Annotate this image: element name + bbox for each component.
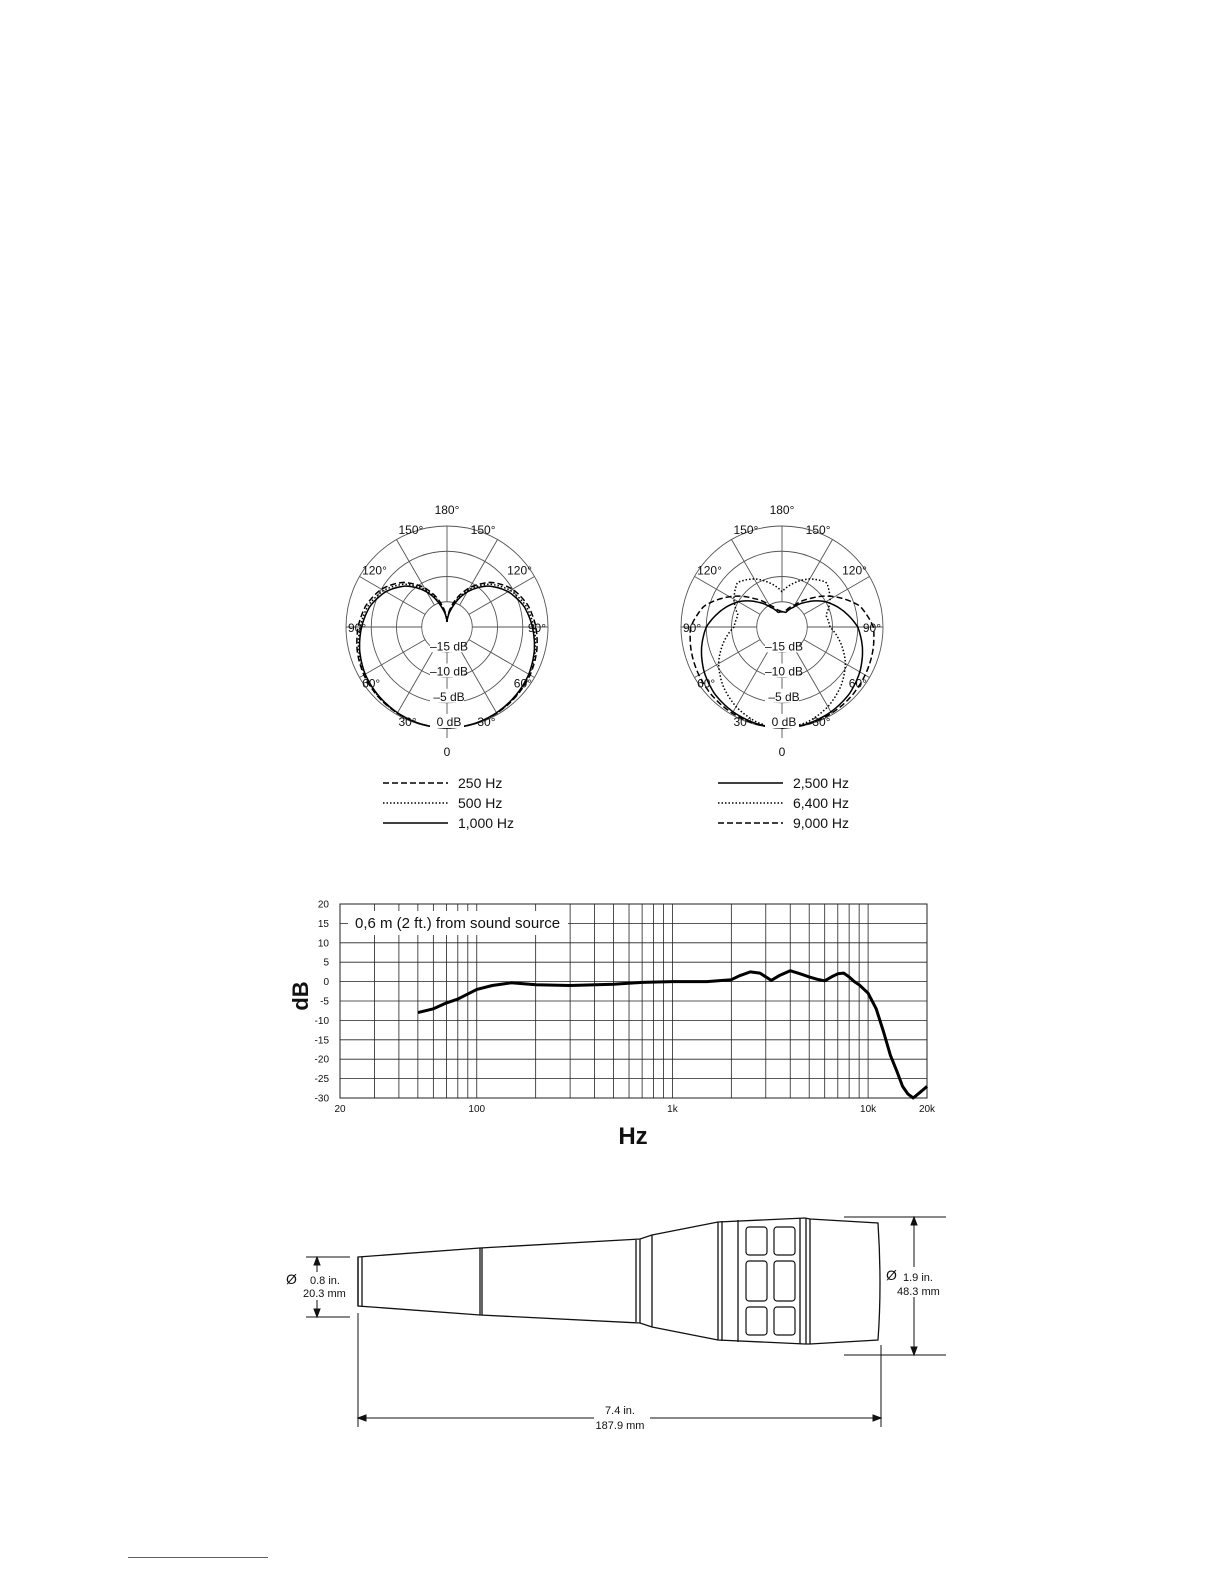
annotation-text: 0,6 m (2 ft.) from sound source <box>355 915 561 932</box>
ring-label: 0 dB <box>771 715 797 729</box>
right-diameter-mm: 48.3 mm <box>897 1286 940 1298</box>
legend-label: 500 Hz <box>458 795 503 811</box>
footer-rule <box>128 1557 268 1558</box>
x-tick-label: 20k <box>918 1104 936 1115</box>
angle-label: 150° <box>805 523 831 538</box>
ring-label: –15 dB <box>429 639 469 654</box>
polar-pattern-low-freq <box>300 490 600 850</box>
ring-label: 0 dB <box>436 715 462 729</box>
angle-label: 150° <box>470 523 496 538</box>
angle-label: 90° <box>862 621 881 635</box>
grille-windows <box>746 1227 795 1335</box>
x-tick-label: 1k <box>667 1104 678 1115</box>
polar-spoke <box>397 649 435 715</box>
polar-spoke <box>795 649 833 715</box>
legend-label: 2,500 Hz <box>793 775 850 791</box>
right-diameter-symbol: Ø <box>886 1267 897 1283</box>
y-tick-label: -15 <box>314 1035 329 1047</box>
polar-spoke <box>732 540 770 606</box>
polar-spoke <box>460 540 498 606</box>
angle-label: 180° <box>434 503 460 517</box>
angle-label: 30° <box>733 714 752 729</box>
y-tick-label: 10 <box>317 938 329 950</box>
polar-spoke <box>469 640 535 678</box>
angle-label: 90° <box>527 621 546 635</box>
microphone-body <box>358 1218 880 1344</box>
ring-label: –10 dB <box>764 664 804 679</box>
x-tick-label: 10k <box>860 1104 877 1115</box>
angle-label: 60° <box>513 676 532 691</box>
angle-label: 90° <box>683 621 702 635</box>
y-tick-label: 15 <box>317 918 329 930</box>
legend-label: 1,000 Hz <box>458 815 515 831</box>
angle-label: 120° <box>507 563 532 578</box>
ring-label: –5 dB <box>433 689 465 704</box>
length-in: 7.4 in. <box>605 1405 635 1417</box>
length-mm: 187.9 mm <box>595 1420 645 1432</box>
y-tick-label: -10 <box>314 1015 329 1027</box>
angle-label: 0 <box>778 745 786 759</box>
y-tick-label: -30 <box>314 1093 329 1105</box>
y-tick-label: -5 <box>320 996 329 1008</box>
angle-label: 30° <box>812 714 831 729</box>
left-diameter-mm: 20.3 mm <box>303 1288 346 1300</box>
microphone-dimension-drawing <box>270 1205 960 1440</box>
angle-label: 60° <box>697 676 716 691</box>
polar-spoke <box>732 649 770 715</box>
ring-label: –15 dB <box>764 639 804 654</box>
left-diameter-symbol: Ø <box>286 1271 297 1287</box>
frequency-response-chart <box>280 890 960 1155</box>
y-tick-label: 20 <box>317 899 329 911</box>
ring-label: –5 dB <box>768 689 800 704</box>
y-tick-label: 0 <box>323 977 329 989</box>
y-axis-label: dB <box>288 981 313 1011</box>
left-diameter-in: 0.8 in. <box>310 1275 340 1287</box>
y-tick-label: -25 <box>314 1074 329 1086</box>
polar-spoke <box>695 577 761 615</box>
legend-label: 9,000 Hz <box>793 815 850 831</box>
polar-spoke <box>795 540 833 606</box>
y-tick-label: 5 <box>323 957 329 969</box>
ring-label: –10 dB <box>429 664 469 679</box>
x-tick-label: 20 <box>334 1104 346 1115</box>
legend-label: 250 Hz <box>458 775 503 791</box>
left-diameter-dimension <box>306 1257 350 1317</box>
polar-spoke <box>360 640 426 678</box>
angle-label: 120° <box>362 563 387 578</box>
angle-label: 90° <box>348 621 367 635</box>
angle-label: 30° <box>477 714 496 729</box>
right-diameter-in: 1.9 in. <box>903 1272 933 1284</box>
angle-label: 120° <box>697 563 722 578</box>
polar-pattern-high-freq <box>635 490 935 850</box>
angle-label: 150° <box>733 523 759 538</box>
angle-label: 60° <box>848 676 867 691</box>
angle-label: 30° <box>398 714 417 729</box>
polar-spoke <box>397 540 435 606</box>
x-axis-label: Hz <box>618 1123 648 1150</box>
polar-spoke <box>460 649 498 715</box>
legend-label: 6,400 Hz <box>793 795 850 811</box>
y-tick-label: -20 <box>314 1054 329 1066</box>
angle-label: 60° <box>362 676 381 691</box>
x-tick-label: 100 <box>468 1104 486 1115</box>
angle-label: 180° <box>769 503 795 517</box>
polar-spoke <box>804 577 870 615</box>
angle-label: 150° <box>398 523 424 538</box>
angle-label: 0 <box>443 745 451 759</box>
angle-label: 120° <box>842 563 867 578</box>
